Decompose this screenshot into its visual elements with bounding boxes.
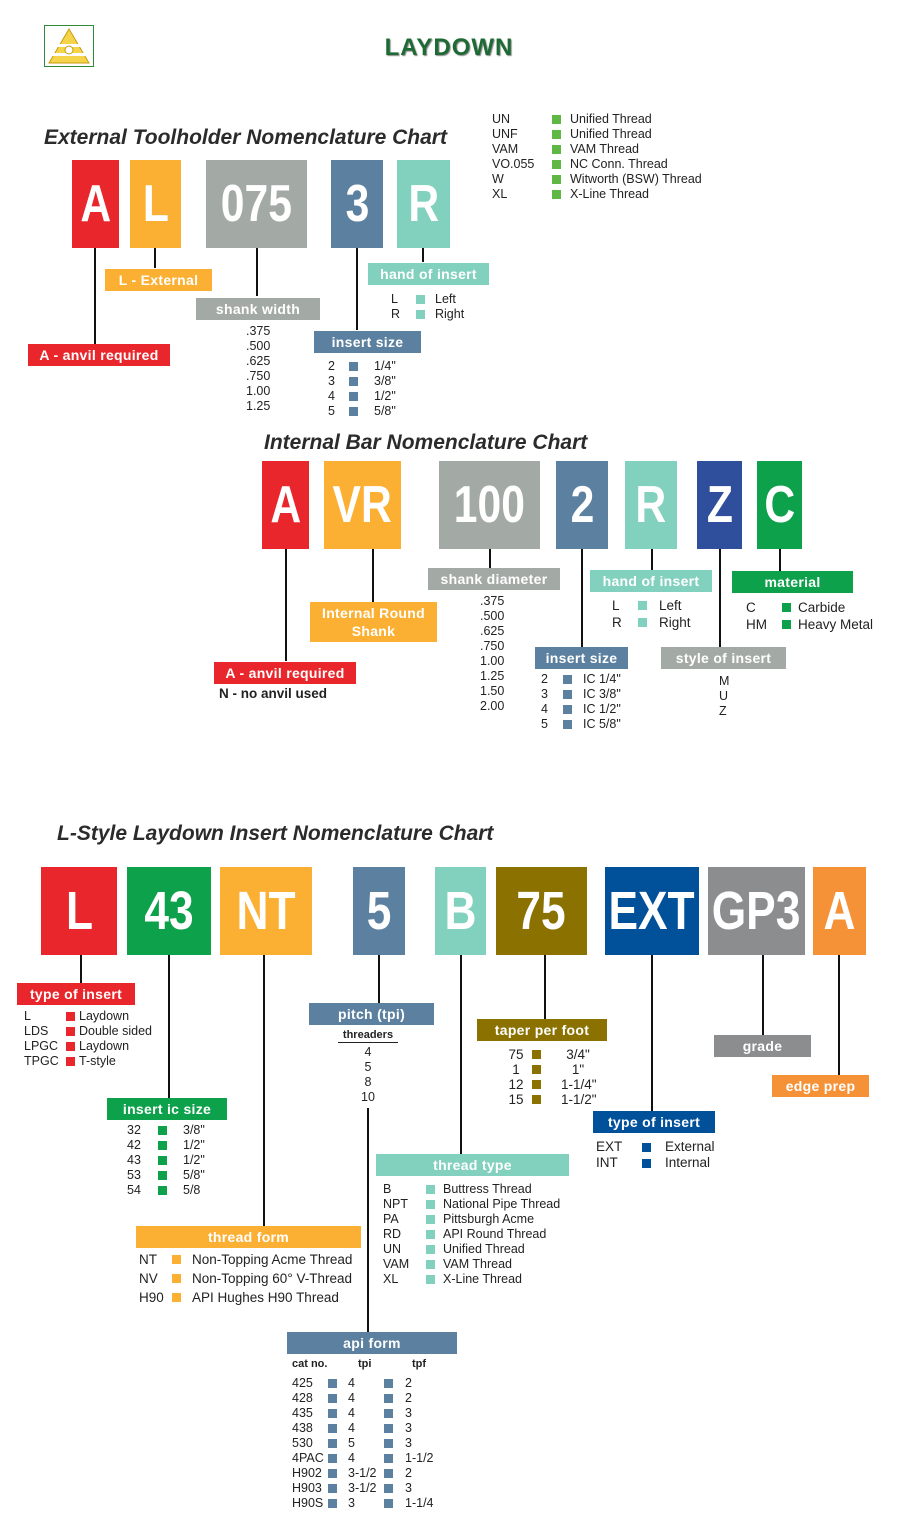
api-tpf-cell: 3 [405,1436,412,1450]
list-item: 42 1/2" [127,1138,205,1152]
connector-line [168,955,170,1098]
external-chart-title: External Toolholder Nomenclature Chart [44,126,447,149]
list-item: C Carbide [746,599,846,615]
list-item: VAM VAM Thread [383,1257,513,1271]
int-insert-size-label: insert size [535,647,628,669]
lstyle-type-list [24,1009,152,1069]
api-marker [328,1484,337,1493]
list-item: 4 IC 1/2" [541,702,621,716]
list-item: VO.055 NC Conn. Thread [492,157,668,171]
list-item: R Right [612,614,691,630]
lstyle-code-ic-size: 43 [127,867,211,955]
connector-line [94,248,96,346]
list-item: XL X-Line Thread [383,1272,522,1286]
api-marker [384,1424,393,1433]
int-hand-list [612,597,691,631]
api-marker [384,1394,393,1403]
list-item: 1 1" [512,1061,585,1077]
lstyle-type-label: type of insert [17,983,135,1005]
int-style-list: M U Z [719,674,730,718]
list-item: NPT National Pipe Thread [383,1197,561,1211]
api-tpf-cell: 1-1/4 [405,1496,434,1510]
connector-line [719,549,721,647]
lstyle-taper-list [500,1047,595,1107]
list-item: 43 1/2" [127,1153,205,1167]
api-marker [384,1439,393,1448]
lstyle-thread-type-label: thread type [376,1154,569,1176]
api-tpi-cell: 3-1/2 [348,1481,377,1495]
int-code-material: C [757,461,802,549]
list-item: PA Pittsburgh Acme [383,1212,535,1226]
api-cat-cell: 425 [292,1376,313,1390]
list-item: TPGC T-style [24,1054,116,1068]
ext-code-anvil: A [72,160,119,248]
api-tpi-cell: 4 [348,1451,355,1465]
api-tpi-cell: 4 [348,1376,355,1390]
list-item: H90 API Hughes H90 Thread [139,1289,339,1305]
table-row [292,1421,452,1436]
list-item: NT Non-Topping Acme Thread [139,1251,353,1267]
list-item: 4 1/2" [328,389,396,403]
lstyle-code-type: L [41,867,117,955]
list-item: 3 3/8" [328,374,396,388]
api-marker [328,1499,337,1508]
api-tpi-cell: 5 [348,1436,355,1450]
lstyle-thread-form-list [139,1250,352,1307]
ext-code-shank: 075 [206,160,307,248]
list-item: 12 1-1/4" [508,1076,597,1092]
list-item: B Buttress Thread [383,1182,532,1196]
ext-insert-size-list [328,359,396,419]
connector-line [372,549,374,602]
api-marker [384,1469,393,1478]
lstyle-code-thread-form: NT [220,867,312,955]
int-insert-size-list [541,672,621,732]
api-tpf-cell: 3 [405,1481,412,1495]
table-row [292,1481,452,1496]
list-item: 5 5/8" [328,404,396,418]
connector-line [460,955,462,1154]
api-tpf-cell: 3 [405,1421,412,1435]
list-item: W Witworth (BSW) Thread [492,172,702,186]
api-marker [384,1379,393,1388]
api-marker [328,1469,337,1478]
threaders-header: threaders [338,1029,398,1043]
connector-line [544,955,546,1019]
api-marker [384,1499,393,1508]
table-row [292,1391,452,1406]
connector-line [779,549,781,571]
int-round-shank-label: Internal Round Shank [310,602,437,642]
list-item: RD API Round Thread [383,1227,547,1241]
api-tpi-cell: 4 [348,1406,355,1420]
connector-line [651,955,653,1111]
connector-line [651,549,653,570]
ext-hand-label: hand of insert [368,263,489,285]
list-item: VAM VAM Thread [492,142,640,156]
list-item: 2 1/4" [328,359,396,373]
api-tpf-cell: 2 [405,1376,412,1390]
table-row [292,1376,452,1391]
int-anvil-label: A - anvil required [214,662,356,684]
api-cat-cell: H90S [292,1496,324,1510]
lstyle-api-label: api form [287,1332,457,1354]
api-cat-cell: 428 [292,1391,313,1405]
int-code-insert-size: 2 [556,461,608,549]
api-cat-cell: 4PAC [292,1451,324,1465]
api-marker [384,1484,393,1493]
api-marker [328,1409,337,1418]
list-item: LPGC Laydown [24,1039,130,1053]
ext-shank-values: .375 .500 .625 .750 1.00 1.25 [246,324,271,413]
lstyle-type2-label: type of insert [593,1111,715,1133]
lstyle-api-table [292,1358,452,1511]
ext-code-external: L [130,160,181,248]
connector-line [263,955,265,1226]
lstyle-pitch-list: threaders 4 5 8 10 [338,1029,398,1105]
ext-hand-list [391,292,464,322]
ext-anvil-label: A - anvil required [28,344,170,366]
lstyle-edge-label: edge prep [772,1075,869,1097]
lstyle-thread-type-list [383,1182,560,1287]
api-marker [328,1394,337,1403]
api-tpi-cell: 4 [348,1391,355,1405]
int-hand-label: hand of insert [590,570,712,592]
lstyle-chart-title: L-Style Laydown Insert Nomenclature Chart [57,822,494,845]
lstyle-thread-form-label: thread form [136,1226,361,1248]
list-item: 75 3/4" [508,1046,590,1062]
api-marker [384,1409,393,1418]
api-marker [328,1424,337,1433]
connector-line [489,549,491,568]
ext-code-hand: R [397,160,450,248]
list-item: 32 3/8" [127,1123,205,1137]
api-table-header: cat no. tpi tpf [292,1358,427,1370]
connector-line [285,549,287,661]
lstyle-pitch-label: pitch (tpi) [309,1003,434,1025]
lstyle-code-ext: EXT [605,867,699,955]
list-item: UN Unified Thread [383,1242,525,1256]
api-marker [328,1379,337,1388]
ext-shank-label: shank width [196,298,320,320]
connector-line [762,955,764,1035]
connector-line [154,248,156,268]
connector-line [838,955,840,1075]
connector-line [80,955,82,983]
connector-line [367,1108,369,1332]
list-item: 5 IC 5/8" [541,717,621,731]
list-item: 3 IC 3/8" [541,687,621,701]
list-item: 53 5/8" [127,1168,205,1182]
api-marker [328,1454,337,1463]
api-cat-cell: 530 [292,1436,313,1450]
table-row [292,1466,452,1481]
table-row [292,1451,452,1466]
int-code-hand: R [625,461,677,549]
api-cat-cell: 435 [292,1406,313,1420]
lstyle-code-thread-type: B [435,867,486,955]
connector-line [378,955,380,1003]
api-table-body [292,1376,452,1511]
table-row [292,1496,452,1511]
int-shank-label: shank diameter [428,568,560,590]
api-cat-cell: H903 [292,1481,322,1495]
lstyle-code-grade: GP3 [708,867,805,955]
connector-line [422,248,424,262]
ext-code-insert-size: 3 [331,160,383,248]
top-thread-list [492,112,752,202]
int-code-style: Z [697,461,742,549]
lstyle-code-pitch: 5 [353,867,405,955]
api-marker [328,1439,337,1448]
list-item: UNF Unified Thread [492,127,652,141]
api-cat-cell: 438 [292,1421,313,1435]
int-material-label: material [732,571,853,593]
list-item: 54 5/8 [127,1183,201,1197]
lstyle-grade-label: grade [714,1035,811,1057]
list-item: L Left [391,292,456,306]
api-tpi-cell: 3-1/2 [348,1466,377,1480]
ext-insert-size-label: insert size [314,331,421,353]
list-item: INT Internal [596,1155,711,1170]
list-item: LDS Double sided [24,1024,152,1038]
lstyle-ic-label: insert ic size [107,1098,227,1120]
table-row [292,1406,452,1421]
list-item: L Left [612,597,682,613]
int-code-shank: 100 [439,461,540,549]
connector-line [581,549,583,647]
list-item: 15 1-1/2" [508,1091,597,1107]
lstyle-ic-list [127,1123,205,1198]
list-item: XL X-Line Thread [492,187,649,201]
api-tpf-cell: 1-1/2 [405,1451,434,1465]
list-item: EXT External [596,1139,715,1154]
api-tpf-cell: 2 [405,1466,412,1480]
int-material-list [746,599,873,633]
internal-chart-title: Internal Bar Nomenclature Chart [264,431,588,454]
list-item: NV Non-Topping 60° V-Thread [139,1270,352,1286]
list-item: L Laydown [24,1009,130,1023]
api-tpf-cell: 2 [405,1391,412,1405]
connector-line [256,248,258,296]
int-style-label: style of insert [661,647,786,669]
lstyle-type2-list [596,1139,715,1171]
list-item: UN Unified Thread [492,112,652,126]
api-cat-cell: H902 [292,1466,322,1480]
page-title: LAYDOWN [384,34,514,61]
ext-external-label: L - External [105,269,212,291]
lstyle-code-taper: 75 [496,867,587,955]
api-tpi-cell: 3 [348,1496,355,1510]
list-item: 2 IC 1/4" [541,672,621,686]
int-shank-values: .375 .500 .625 .750 1.00 1.25 1.50 2.00 [480,594,505,713]
int-code-anvil: A [262,461,309,549]
connector-line [356,248,358,330]
api-marker [384,1454,393,1463]
int-code-round-shank: VR [324,461,401,549]
api-tpf-cell: 3 [405,1406,412,1420]
api-tpi-cell: 4 [348,1421,355,1435]
int-no-anvil-text: N - no anvil used [219,686,328,701]
list-item: HM Heavy Metal [746,616,874,632]
table-row [292,1436,452,1451]
list-item: R Right [391,307,465,321]
lstyle-taper-label: taper per foot [477,1019,607,1041]
lstyle-code-edge: A [813,867,866,955]
